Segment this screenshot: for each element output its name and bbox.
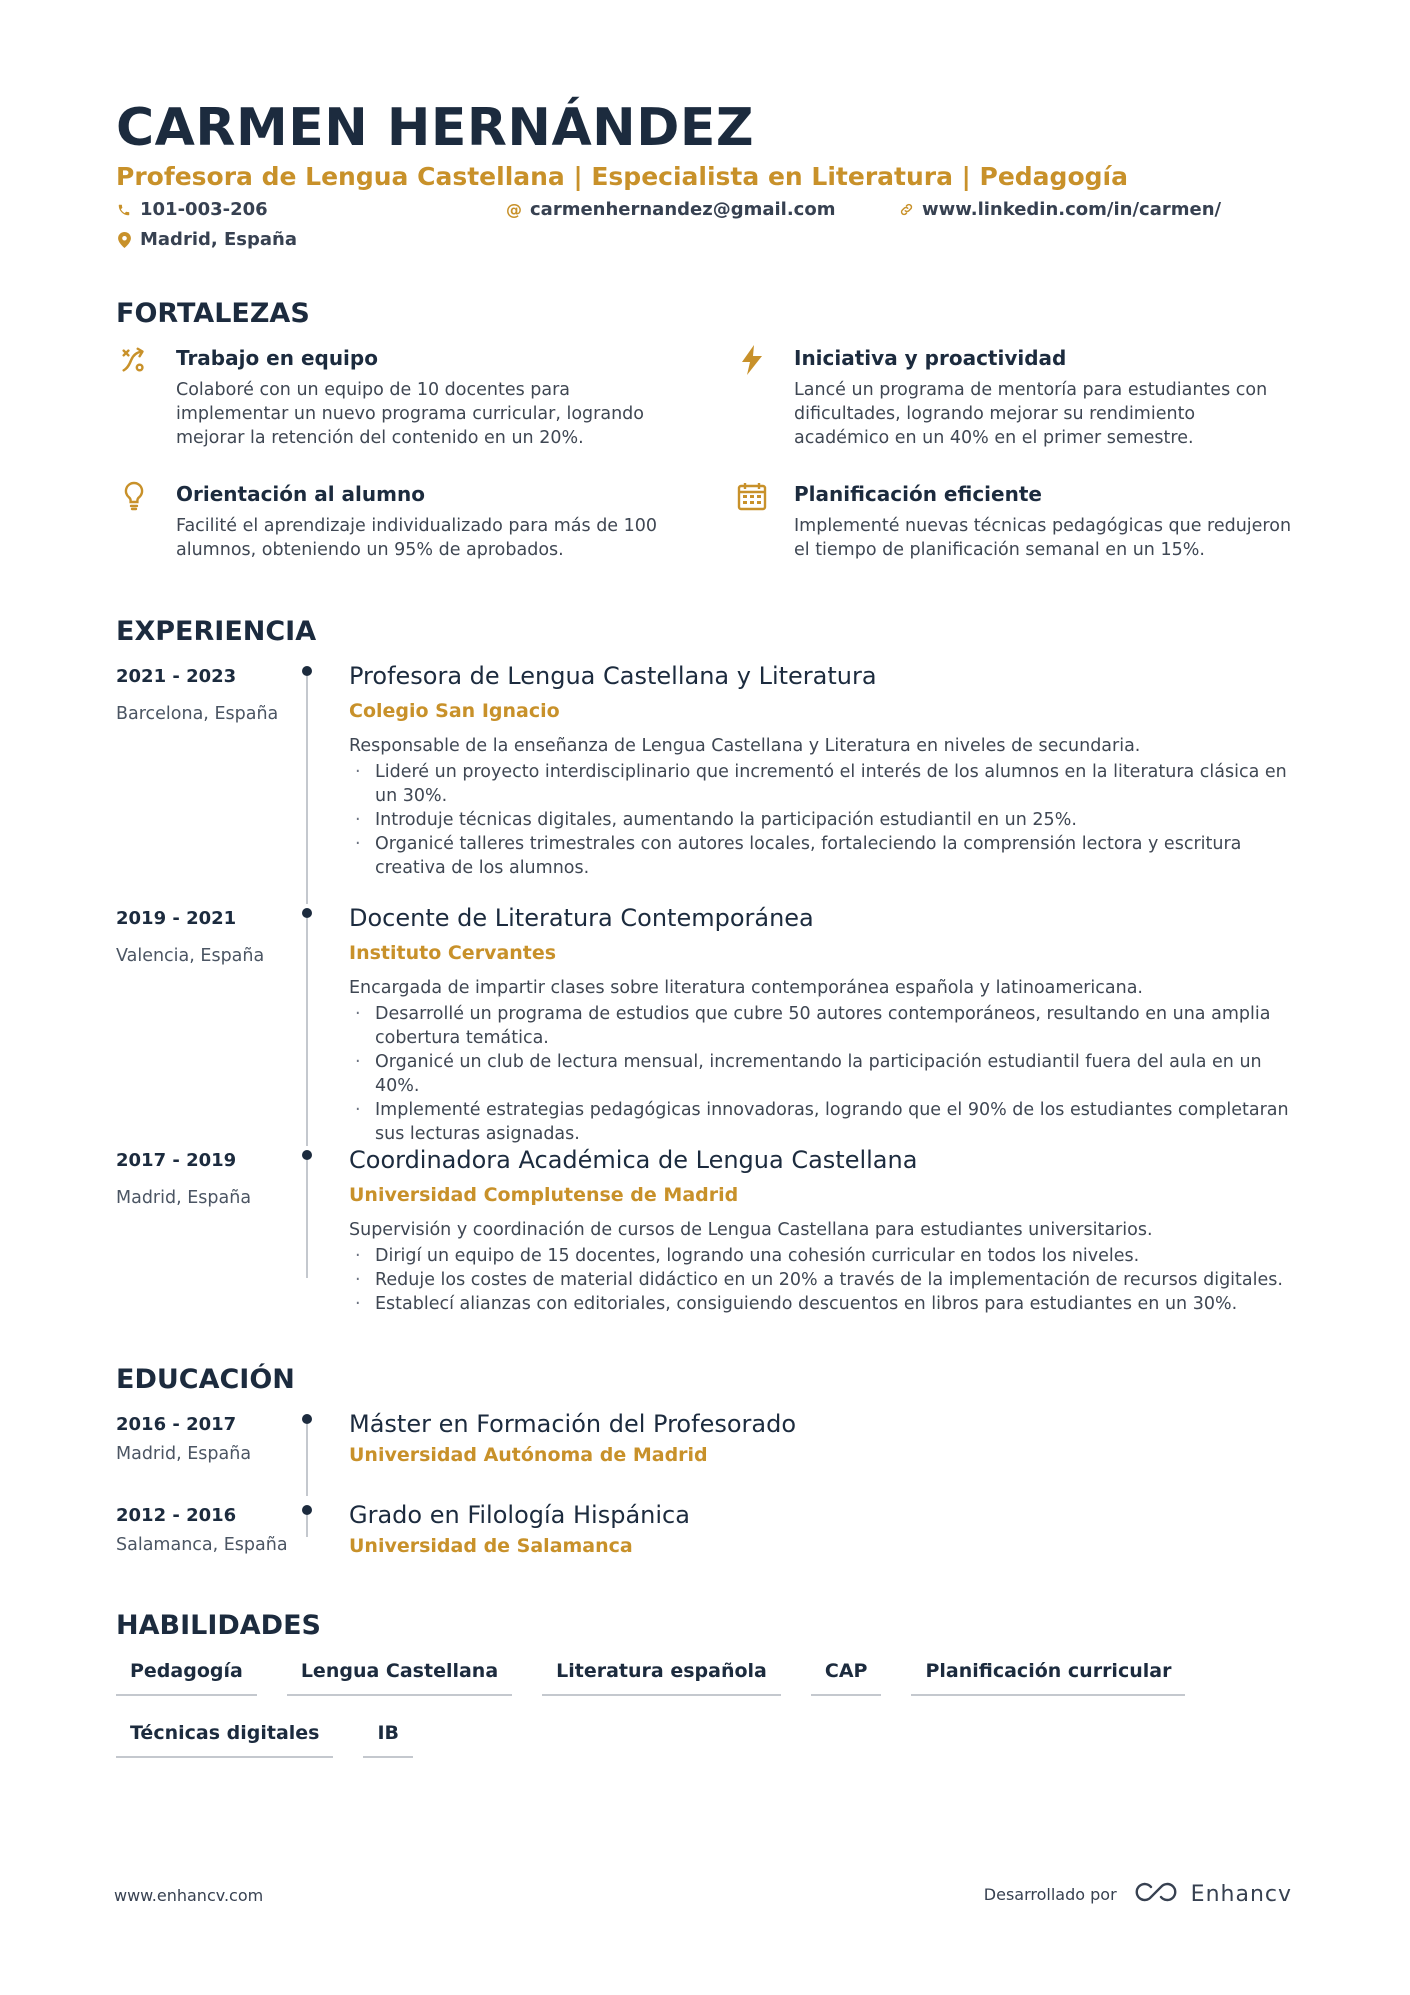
- timeline-dot: [302, 666, 312, 676]
- strength-title: Iniciativa y proactividad: [794, 346, 1067, 370]
- experience-dates: 2019 - 2021: [116, 908, 237, 929]
- experience-bullet: · Implementé estrategias pedagógicas innovadoras, logrando que el 90% de los estudiantes completaran sus lecturas asignadas.: [349, 1098, 1299, 1146]
- skill-tag: CAP: [811, 1654, 882, 1696]
- experience-bullet: · Introduje técnicas digitales, aumentando la participación estudiantil en un 25%.: [349, 808, 1299, 832]
- strength-desc: Implementé nuevas técnicas pedagógicas que redujeron el tiempo de planificación semanal en un 15%.: [794, 516, 1292, 560]
- experience-location: Barcelona, España: [116, 704, 279, 724]
- education-degree: Grado en Filología Hispánica: [349, 1501, 690, 1529]
- experience-role: Docente de Literatura Contemporánea: [349, 904, 814, 932]
- section-title-education: EDUCACIÓN: [116, 1364, 295, 1395]
- timeline-line: [306, 1515, 308, 1537]
- experience-company: Colegio San Ignacio: [349, 700, 560, 722]
- strength-title: Planificación eficiente: [794, 482, 1042, 506]
- skill-tag: Pedagogía: [116, 1654, 257, 1696]
- lightning-icon: [734, 342, 770, 378]
- education-location: Madrid, España: [116, 1444, 252, 1464]
- linkedin-text[interactable]: www.linkedin.com/in/carmen/: [922, 199, 1222, 220]
- enhancv-logo-icon: [1131, 1880, 1177, 1909]
- experience-company: Universidad Complutense de Madrid: [349, 1184, 739, 1206]
- experience-bullet: · Reduje los costes de material didáctico en un 20% a través de la implementación de recursos digitales.: [349, 1268, 1299, 1292]
- timeline-dot: [302, 1505, 312, 1515]
- contact-location: [116, 229, 297, 250]
- skill-tag: Lengua Castellana: [287, 1654, 512, 1696]
- experience-location: Madrid, España: [116, 1188, 252, 1208]
- timeline-dot: [302, 908, 312, 918]
- strength-desc: Colaboré con un equipo de 10 docentes para implementar un nuevo programa curricular, logrando mejorar la retención del contenido en un 20%.: [176, 380, 644, 448]
- experience-role: Profesora de Lengua Castellana y Literatura: [349, 662, 877, 690]
- experience-summary: Supervisión y coordinación de cursos de Lengua Castellana para estudiantes universitarios.: [349, 1220, 1153, 1240]
- experience-item: [116, 662, 1300, 896]
- experience-bullet: · Organicé un club de lectura mensual, incrementando la participación estudiantil fuera del aula en un 40%.: [349, 1050, 1299, 1098]
- education-dates: 2016 - 2017: [116, 1414, 237, 1435]
- skill-tag: Literatura española: [542, 1654, 781, 1696]
- timeline-line: [306, 676, 308, 904]
- experience-bullet: · Dirigí un equipo de 15 docentes, logrando una cohesión curricular en todos los niveles.: [349, 1244, 1299, 1268]
- footer-branding: [984, 1880, 1292, 1909]
- footer-website[interactable]: www.enhancv.com: [114, 1886, 264, 1905]
- experience-bullet: · Desarrollé un programa de estudios que cubre 50 autores contemporáneos, resultando en una amplia cobertura temática.: [349, 1002, 1299, 1050]
- link-icon: [898, 202, 914, 217]
- section-title-strengths: FORTALEZAS: [116, 298, 310, 329]
- contact-linkedin[interactable]: [898, 199, 1221, 220]
- email-text[interactable]: carmenhernandez@gmail.com: [530, 199, 836, 220]
- education-location: Salamanca, España: [116, 1535, 288, 1555]
- experience-bullet: · Lideré un proyecto interdisciplinario que incrementó el interés de los alumnos en la literatura clásica en un 30%.: [349, 760, 1299, 808]
- education-item: [116, 1501, 1300, 1575]
- location-text: Madrid, España: [140, 229, 297, 250]
- experience-item: [116, 1146, 1300, 1330]
- contact-email[interactable]: [506, 199, 835, 220]
- experience-company: Instituto Cervantes: [349, 942, 557, 964]
- education-item: [116, 1410, 1300, 1484]
- timeline-dot: [302, 1150, 312, 1160]
- experience-bullet: · Establecí alianzas con editoriales, consiguiendo descuentos en libros para estudiantes en un 30%.: [349, 1292, 1299, 1316]
- phone-icon: [116, 203, 132, 217]
- skill-tag: IB: [363, 1716, 413, 1758]
- education-dates: 2012 - 2016: [116, 1505, 237, 1526]
- strength-desc: Lancé un programa de mentoría para estudiantes con dificultades, logrando mejorar su rendimiento académico en un 40% en el primer semestre.: [794, 380, 1268, 448]
- lightbulb-icon: [116, 478, 152, 514]
- location-pin-icon: [116, 232, 132, 248]
- experience-dates: 2021 - 2023: [116, 666, 237, 687]
- experience-dates: 2017 - 2019: [116, 1150, 237, 1171]
- section-title-experience: EXPERIENCIA: [116, 616, 317, 647]
- experience-summary: Encargada de impartir clases sobre literatura contemporánea española y latinoamericana.: [349, 978, 1143, 998]
- powered-by-text: Desarrollado por: [983, 1885, 1117, 1904]
- brand-name: Enhancv: [1190, 1882, 1292, 1907]
- timeline-line: [306, 918, 308, 1146]
- experience-summary: Responsable de la enseñanza de Lengua Castellana y Literatura en niveles de secundaria.: [349, 736, 1141, 756]
- experience-bullets: [349, 1244, 1299, 1316]
- strength-desc: Facilité el aprendizaje individualizado para más de 100 alumnos, obteniendo un 95% de aprobados.: [176, 516, 658, 560]
- candidate-name: CARMEN HERNÁNDEZ: [116, 98, 755, 158]
- timeline-line: [306, 1160, 308, 1278]
- experience-bullets: [349, 760, 1299, 880]
- skill-tag: Técnicas digitales: [116, 1716, 333, 1758]
- teamwork-icon: [116, 342, 152, 378]
- experience-role: Coordinadora Académica de Lengua Castellana: [349, 1146, 918, 1174]
- section-title-skills: HABILIDADES: [116, 1610, 321, 1641]
- education-school: Universidad Autónoma de Madrid: [349, 1444, 708, 1466]
- timeline-dot: [302, 1414, 312, 1424]
- experience-location: Valencia, España: [116, 946, 265, 966]
- experience-bullets: [349, 1002, 1299, 1146]
- phone-text: 101-003-206: [140, 199, 268, 220]
- strength-title: Orientación al alumno: [176, 482, 425, 506]
- calendar-icon: [734, 478, 770, 514]
- contact-phone: [116, 199, 268, 220]
- experience-item: [116, 904, 1300, 1144]
- education-school: Universidad de Salamanca: [349, 1535, 633, 1557]
- education-degree: Máster en Formación del Profesorado: [349, 1410, 797, 1438]
- strength-title: Trabajo en equipo: [176, 346, 378, 370]
- candidate-title: Profesora de Lengua Castellana | Especialista en Literatura | Pedagogía: [116, 162, 1128, 191]
- timeline-line: [306, 1424, 308, 1496]
- skills-list: [116, 1654, 1300, 1758]
- experience-bullet: · Organicé talleres trimestrales con autores locales, fortaleciendo la comprensión lectora y escritura creativa de los alumnos.: [349, 832, 1299, 880]
- at-icon: @: [506, 200, 522, 219]
- skill-tag: Planificación curricular: [911, 1654, 1185, 1696]
